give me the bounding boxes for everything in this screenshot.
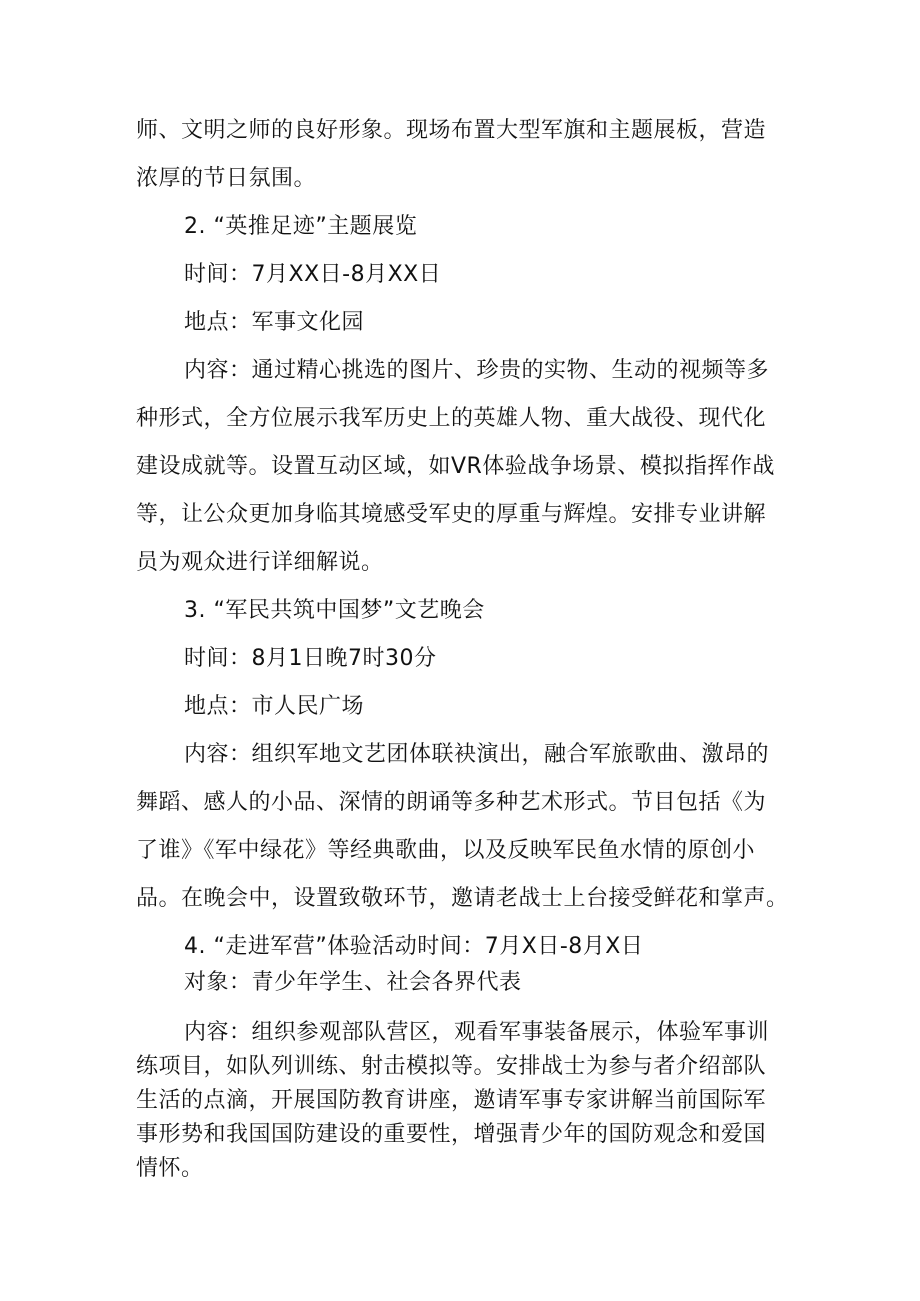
paragraph-line: 练项目，如队列训练、射击模拟等。安排战士为参与者介绍部队 bbox=[136, 1054, 767, 1079]
paragraph-line: 了谁》《军中绿花》等经典歌曲，以及反映军民鱼水情的原创小 bbox=[136, 838, 756, 863]
paragraph-line: 师、文明之师的良好形象。现场布置大型军旗和主题展板，营造 bbox=[136, 118, 767, 143]
content-line: 内容：组织军地文艺团体联袂演出，融合军旅歌曲、激昂的 bbox=[184, 742, 770, 767]
paragraph-line: 建设成就等。设置互动区域，如VR体验战争场景、模拟指挥作战 bbox=[136, 454, 775, 479]
paragraph-line: 品。在晚会中，设置致敬环节，邀请老战士上台接受鲜花和掌声。 bbox=[136, 886, 789, 911]
time-line: 时间：8月1日晚7时30分 bbox=[184, 646, 437, 671]
paragraph-line: 种形式，全方位展示我军历史上的英雄人物、重大战役、现代化 bbox=[136, 406, 767, 431]
location-line: 地点：军事文化园 bbox=[184, 310, 365, 335]
time-line: 时间：7月XX日-8月XX日 bbox=[184, 262, 442, 287]
content-line: 内容：通过精心挑选的图片、珍贵的实物、生动的视频等多 bbox=[184, 358, 770, 383]
paragraph-line: 员为观众进行详细解说。 bbox=[136, 550, 384, 575]
paragraph-line: 舞蹈、感人的小品、深情的朗诵等多种艺术形式。节目包括《为 bbox=[136, 790, 767, 815]
location-line: 地点：市人民广场 bbox=[184, 694, 365, 719]
content-line: 内容：组织参观部队营区，观看军事装备展示，体验军事训 bbox=[184, 1020, 770, 1045]
audience-line: 对象：青少年学生、社会各界代表 bbox=[184, 970, 522, 995]
paragraph-line: 事形势和我国国防建设的重要性，增强青少年的国防观念和爱国 bbox=[136, 1122, 767, 1147]
paragraph-line: 浓厚的节日氛围。 bbox=[136, 166, 317, 191]
section-heading-3: 3. “军民共筑中国梦”文艺晚会 bbox=[184, 598, 485, 623]
paragraph-line: 情怀。 bbox=[136, 1156, 204, 1181]
paragraph-line: 生活的点滴，开展国防教育讲座，邀请军事专家讲解当前国际军 bbox=[136, 1088, 767, 1113]
section-heading-4: 4. “走进军营”体验活动时间：7月X日-8月X日 bbox=[184, 934, 644, 959]
paragraph-line: 等，让公众更加身临其境感受军史的厚重与辉煌。安排专业讲解 bbox=[136, 502, 767, 527]
section-heading-2: 2. “英推足迹”主题展览 bbox=[184, 214, 418, 239]
